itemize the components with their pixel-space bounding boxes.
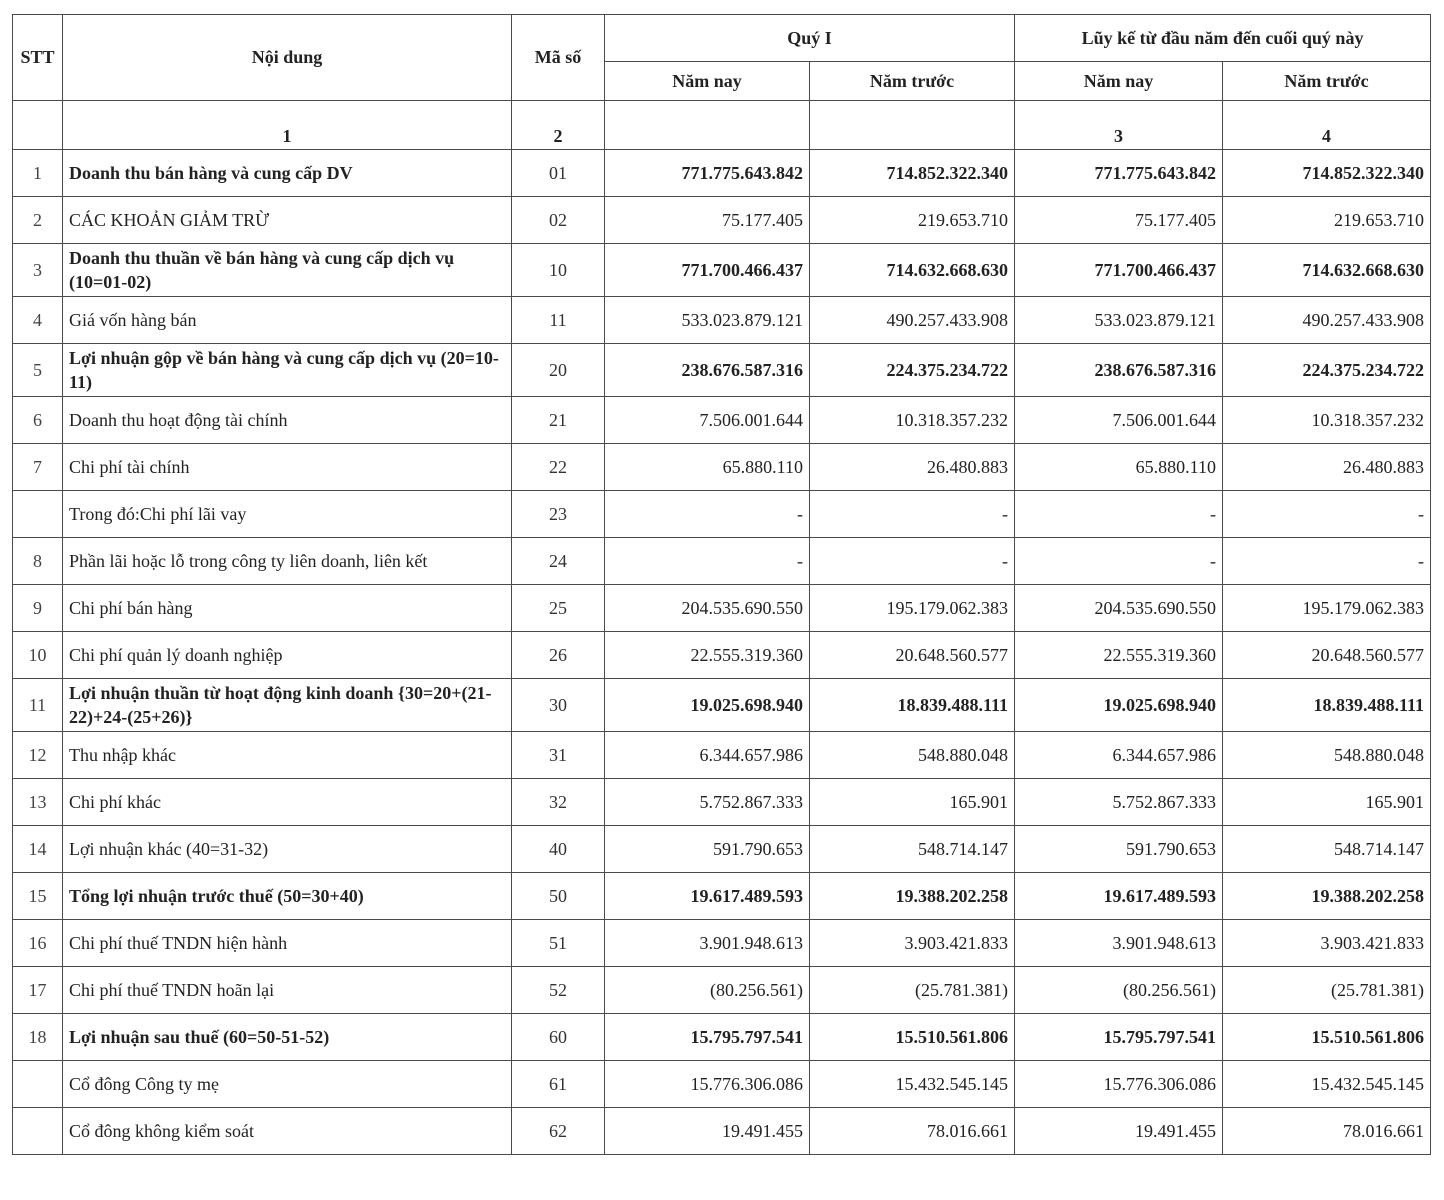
- content-header: Nội dung: [63, 15, 512, 101]
- table-row: [13, 344, 1431, 397]
- row-description: Cổ đông không kiểm soát: [63, 1108, 512, 1155]
- column-index: [810, 101, 1015, 150]
- cumulative-this-year-value: 15.795.797.541: [1015, 1014, 1223, 1061]
- column-index: 1: [63, 101, 512, 150]
- cumulative-this-year-value: -: [1015, 491, 1223, 538]
- cumulative-this-year-value: 19.025.698.940: [1015, 679, 1223, 732]
- table-row: [13, 538, 1431, 585]
- row-description: Doanh thu bán hàng và cung cấp DV: [63, 150, 512, 197]
- row-code: 02: [512, 197, 605, 244]
- table-row: [13, 444, 1431, 491]
- cumulative-last-year-value: 548.880.048: [1223, 732, 1431, 779]
- cumulative-this-year-value: 3.901.948.613: [1015, 920, 1223, 967]
- table-row: [13, 632, 1431, 679]
- row-description: Lợi nhuận khác (40=31-32): [63, 826, 512, 873]
- row-stt: 6: [13, 397, 63, 444]
- header-row-1: [13, 15, 1431, 62]
- quarter-this-year-value: 591.790.653: [605, 826, 810, 873]
- row-code: 25: [512, 585, 605, 632]
- row-code: 61: [512, 1061, 605, 1108]
- row-description: Lợi nhuận gộp về bán hàng và cung cấp dịch vụ (20=10-11): [63, 344, 512, 397]
- row-code: 30: [512, 679, 605, 732]
- row-description: Trong đó:Chi phí lãi vay: [63, 491, 512, 538]
- row-code: 60: [512, 1014, 605, 1061]
- cumulative-last-year-value: 490.257.433.908: [1223, 297, 1431, 344]
- column-index-row: [13, 101, 1431, 150]
- quarter-this-year-value: 7.506.001.644: [605, 397, 810, 444]
- cumulative-last-year-value: (25.781.381): [1223, 967, 1431, 1014]
- cumulative-this-year-value: 5.752.867.333: [1015, 779, 1223, 826]
- cumulative-last-year-value: -: [1223, 538, 1431, 585]
- row-code: 01: [512, 150, 605, 197]
- cumulative-header: Lũy kế từ đầu năm đến cuối quý này: [1015, 15, 1431, 62]
- row-description: Chi phí khác: [63, 779, 512, 826]
- cumulative-this-year-value: 771.700.466.437: [1015, 244, 1223, 297]
- row-stt: 16: [13, 920, 63, 967]
- row-code: 23: [512, 491, 605, 538]
- cumulative-this-year-value: 75.177.405: [1015, 197, 1223, 244]
- row-description: Phần lãi hoặc lỗ trong công ty liên doanh, liên kết: [63, 538, 512, 585]
- table-row: [13, 873, 1431, 920]
- row-description: Doanh thu thuần về bán hàng và cung cấp dịch vụ (10=01-02): [63, 244, 512, 297]
- quarter-this-year-value: 15.795.797.541: [605, 1014, 810, 1061]
- cumulative-last-year-value: 548.714.147: [1223, 826, 1431, 873]
- cumulative-last-year-value: 15.510.561.806: [1223, 1014, 1431, 1061]
- quarter-last-year-value: (25.781.381): [810, 967, 1015, 1014]
- cumulative-this-year-value: 204.535.690.550: [1015, 585, 1223, 632]
- quarter-last-year-header: Năm trước: [810, 62, 1015, 101]
- row-stt: 13: [13, 779, 63, 826]
- cumulative-last-year-value: 195.179.062.383: [1223, 585, 1431, 632]
- quarter-this-year-value: -: [605, 491, 810, 538]
- row-description: Tổng lợi nhuận trước thuế (50=30+40): [63, 873, 512, 920]
- column-index: 3: [1015, 101, 1223, 150]
- cumulative-last-year-header: Năm trước: [1223, 62, 1431, 101]
- quarter-this-year-value: 19.617.489.593: [605, 873, 810, 920]
- row-stt: 4: [13, 297, 63, 344]
- quarter-last-year-value: 3.903.421.833: [810, 920, 1015, 967]
- row-code: 52: [512, 967, 605, 1014]
- row-code: 50: [512, 873, 605, 920]
- quarter-this-year-value: 65.880.110: [605, 444, 810, 491]
- quarter-this-year-header: Năm nay: [605, 62, 810, 101]
- quarter-last-year-value: 548.714.147: [810, 826, 1015, 873]
- cumulative-this-year-value: 19.617.489.593: [1015, 873, 1223, 920]
- cumulative-last-year-value: -: [1223, 491, 1431, 538]
- quarter-last-year-value: 490.257.433.908: [810, 297, 1015, 344]
- row-description: Lợi nhuận sau thuế (60=50-51-52): [63, 1014, 512, 1061]
- quarter-last-year-value: 10.318.357.232: [810, 397, 1015, 444]
- table-row: [13, 397, 1431, 444]
- cumulative-last-year-value: 20.648.560.577: [1223, 632, 1431, 679]
- table-row: [13, 197, 1431, 244]
- cumulative-this-year-value: 238.676.587.316: [1015, 344, 1223, 397]
- stt-header: STT: [13, 15, 63, 101]
- row-code: 10: [512, 244, 605, 297]
- row-description: Chi phí quản lý doanh nghiệp: [63, 632, 512, 679]
- cumulative-last-year-value: 224.375.234.722: [1223, 344, 1431, 397]
- row-stt: 2: [13, 197, 63, 244]
- cumulative-last-year-value: 714.852.322.340: [1223, 150, 1431, 197]
- row-stt: 12: [13, 732, 63, 779]
- quarter-last-year-value: 78.016.661: [810, 1108, 1015, 1155]
- table-row: [13, 297, 1431, 344]
- quarter-last-year-value: 15.510.561.806: [810, 1014, 1015, 1061]
- row-stt: 5: [13, 344, 63, 397]
- row-stt: [13, 1108, 63, 1155]
- cumulative-last-year-value: 26.480.883: [1223, 444, 1431, 491]
- cumulative-last-year-value: 18.839.488.111: [1223, 679, 1431, 732]
- quarter-this-year-value: -: [605, 538, 810, 585]
- quarter-last-year-value: 548.880.048: [810, 732, 1015, 779]
- quarter-last-year-value: -: [810, 491, 1015, 538]
- cumulative-this-year-value: 533.023.879.121: [1015, 297, 1223, 344]
- row-stt: 9: [13, 585, 63, 632]
- quarter-header: Quý I: [605, 15, 1015, 62]
- quarter-this-year-value: 22.555.319.360: [605, 632, 810, 679]
- quarter-this-year-value: 6.344.657.986: [605, 732, 810, 779]
- row-stt: 8: [13, 538, 63, 585]
- income-statement-sheet: [12, 14, 1430, 1155]
- quarter-last-year-value: -: [810, 538, 1015, 585]
- row-code: 21: [512, 397, 605, 444]
- table-row: [13, 1061, 1431, 1108]
- table-row: [13, 1108, 1431, 1155]
- quarter-this-year-value: 771.700.466.437: [605, 244, 810, 297]
- statement-body: [13, 150, 1431, 1155]
- quarter-this-year-value: 15.776.306.086: [605, 1061, 810, 1108]
- row-description: Chi phí thuế TNDN hoãn lại: [63, 967, 512, 1014]
- quarter-this-year-value: 238.676.587.316: [605, 344, 810, 397]
- row-code: 40: [512, 826, 605, 873]
- row-stt: 15: [13, 873, 63, 920]
- cumulative-last-year-value: 219.653.710: [1223, 197, 1431, 244]
- cumulative-this-year-value: 22.555.319.360: [1015, 632, 1223, 679]
- row-stt: 14: [13, 826, 63, 873]
- cumulative-last-year-value: 165.901: [1223, 779, 1431, 826]
- table-row: [13, 967, 1431, 1014]
- row-code: 62: [512, 1108, 605, 1155]
- row-description: CÁC KHOẢN GIẢM TRỪ: [63, 197, 512, 244]
- row-stt: 3: [13, 244, 63, 297]
- row-code: 51: [512, 920, 605, 967]
- row-description: Chi phí tài chính: [63, 444, 512, 491]
- row-description: Chi phí thuế TNDN hiện hành: [63, 920, 512, 967]
- quarter-last-year-value: 19.388.202.258: [810, 873, 1015, 920]
- row-code: 20: [512, 344, 605, 397]
- table-row: [13, 826, 1431, 873]
- quarter-this-year-value: 75.177.405: [605, 197, 810, 244]
- row-code: 31: [512, 732, 605, 779]
- cumulative-this-year-value: -: [1015, 538, 1223, 585]
- table-row: [13, 244, 1431, 297]
- quarter-last-year-value: 165.901: [810, 779, 1015, 826]
- row-stt: [13, 1061, 63, 1108]
- quarter-this-year-value: 19.491.455: [605, 1108, 810, 1155]
- quarter-last-year-value: 18.839.488.111: [810, 679, 1015, 732]
- cumulative-this-year-value: 65.880.110: [1015, 444, 1223, 491]
- quarter-last-year-value: 195.179.062.383: [810, 585, 1015, 632]
- quarter-this-year-value: 19.025.698.940: [605, 679, 810, 732]
- cumulative-this-year-value: 591.790.653: [1015, 826, 1223, 873]
- cumulative-this-year-value: 7.506.001.644: [1015, 397, 1223, 444]
- cumulative-this-year-header: Năm nay: [1015, 62, 1223, 101]
- row-stt: [13, 491, 63, 538]
- row-description: Lợi nhuận thuần từ hoạt động kinh doanh {30=20+(21-22)+24-(25+26)}: [63, 679, 512, 732]
- quarter-last-year-value: 15.432.545.145: [810, 1061, 1015, 1108]
- quarter-this-year-value: 533.023.879.121: [605, 297, 810, 344]
- row-code: 24: [512, 538, 605, 585]
- table-row: [13, 779, 1431, 826]
- quarter-this-year-value: 771.775.643.842: [605, 150, 810, 197]
- quarter-last-year-value: 219.653.710: [810, 197, 1015, 244]
- quarter-last-year-value: 26.480.883: [810, 444, 1015, 491]
- row-code: 26: [512, 632, 605, 679]
- row-code: 32: [512, 779, 605, 826]
- quarter-last-year-value: 714.852.322.340: [810, 150, 1015, 197]
- cumulative-this-year-value: 6.344.657.986: [1015, 732, 1223, 779]
- table-row: [13, 920, 1431, 967]
- table-row: [13, 491, 1431, 538]
- quarter-last-year-value: 20.648.560.577: [810, 632, 1015, 679]
- income-statement-table: [12, 14, 1431, 1155]
- column-index: 4: [1223, 101, 1431, 150]
- row-description: Cổ đông Công ty mẹ: [63, 1061, 512, 1108]
- row-stt: 18: [13, 1014, 63, 1061]
- cumulative-this-year-value: (80.256.561): [1015, 967, 1223, 1014]
- table-row: [13, 1014, 1431, 1061]
- cumulative-this-year-value: 19.491.455: [1015, 1108, 1223, 1155]
- table-row: [13, 732, 1431, 779]
- row-code: 22: [512, 444, 605, 491]
- quarter-this-year-value: 5.752.867.333: [605, 779, 810, 826]
- column-index: 2: [512, 101, 605, 150]
- row-description: Thu nhập khác: [63, 732, 512, 779]
- table-row: [13, 585, 1431, 632]
- row-description: Doanh thu hoạt động tài chính: [63, 397, 512, 444]
- table-row: [13, 679, 1431, 732]
- cumulative-last-year-value: 78.016.661: [1223, 1108, 1431, 1155]
- quarter-last-year-value: 224.375.234.722: [810, 344, 1015, 397]
- column-index: [605, 101, 810, 150]
- cumulative-last-year-value: 10.318.357.232: [1223, 397, 1431, 444]
- row-description: Giá vốn hàng bán: [63, 297, 512, 344]
- cumulative-last-year-value: 19.388.202.258: [1223, 873, 1431, 920]
- quarter-this-year-value: 3.901.948.613: [605, 920, 810, 967]
- row-stt: 17: [13, 967, 63, 1014]
- cumulative-last-year-value: 714.632.668.630: [1223, 244, 1431, 297]
- quarter-last-year-value: 714.632.668.630: [810, 244, 1015, 297]
- row-stt: 7: [13, 444, 63, 491]
- cumulative-last-year-value: 3.903.421.833: [1223, 920, 1431, 967]
- row-stt: 10: [13, 632, 63, 679]
- row-stt: 11: [13, 679, 63, 732]
- column-index: [13, 101, 63, 150]
- cumulative-this-year-value: 771.775.643.842: [1015, 150, 1223, 197]
- cumulative-last-year-value: 15.432.545.145: [1223, 1061, 1431, 1108]
- cumulative-this-year-value: 15.776.306.086: [1015, 1061, 1223, 1108]
- quarter-this-year-value: 204.535.690.550: [605, 585, 810, 632]
- row-code: 11: [512, 297, 605, 344]
- row-description: Chi phí bán hàng: [63, 585, 512, 632]
- code-header: Mã số: [512, 15, 605, 101]
- quarter-this-year-value: (80.256.561): [605, 967, 810, 1014]
- row-stt: 1: [13, 150, 63, 197]
- table-row: [13, 150, 1431, 197]
